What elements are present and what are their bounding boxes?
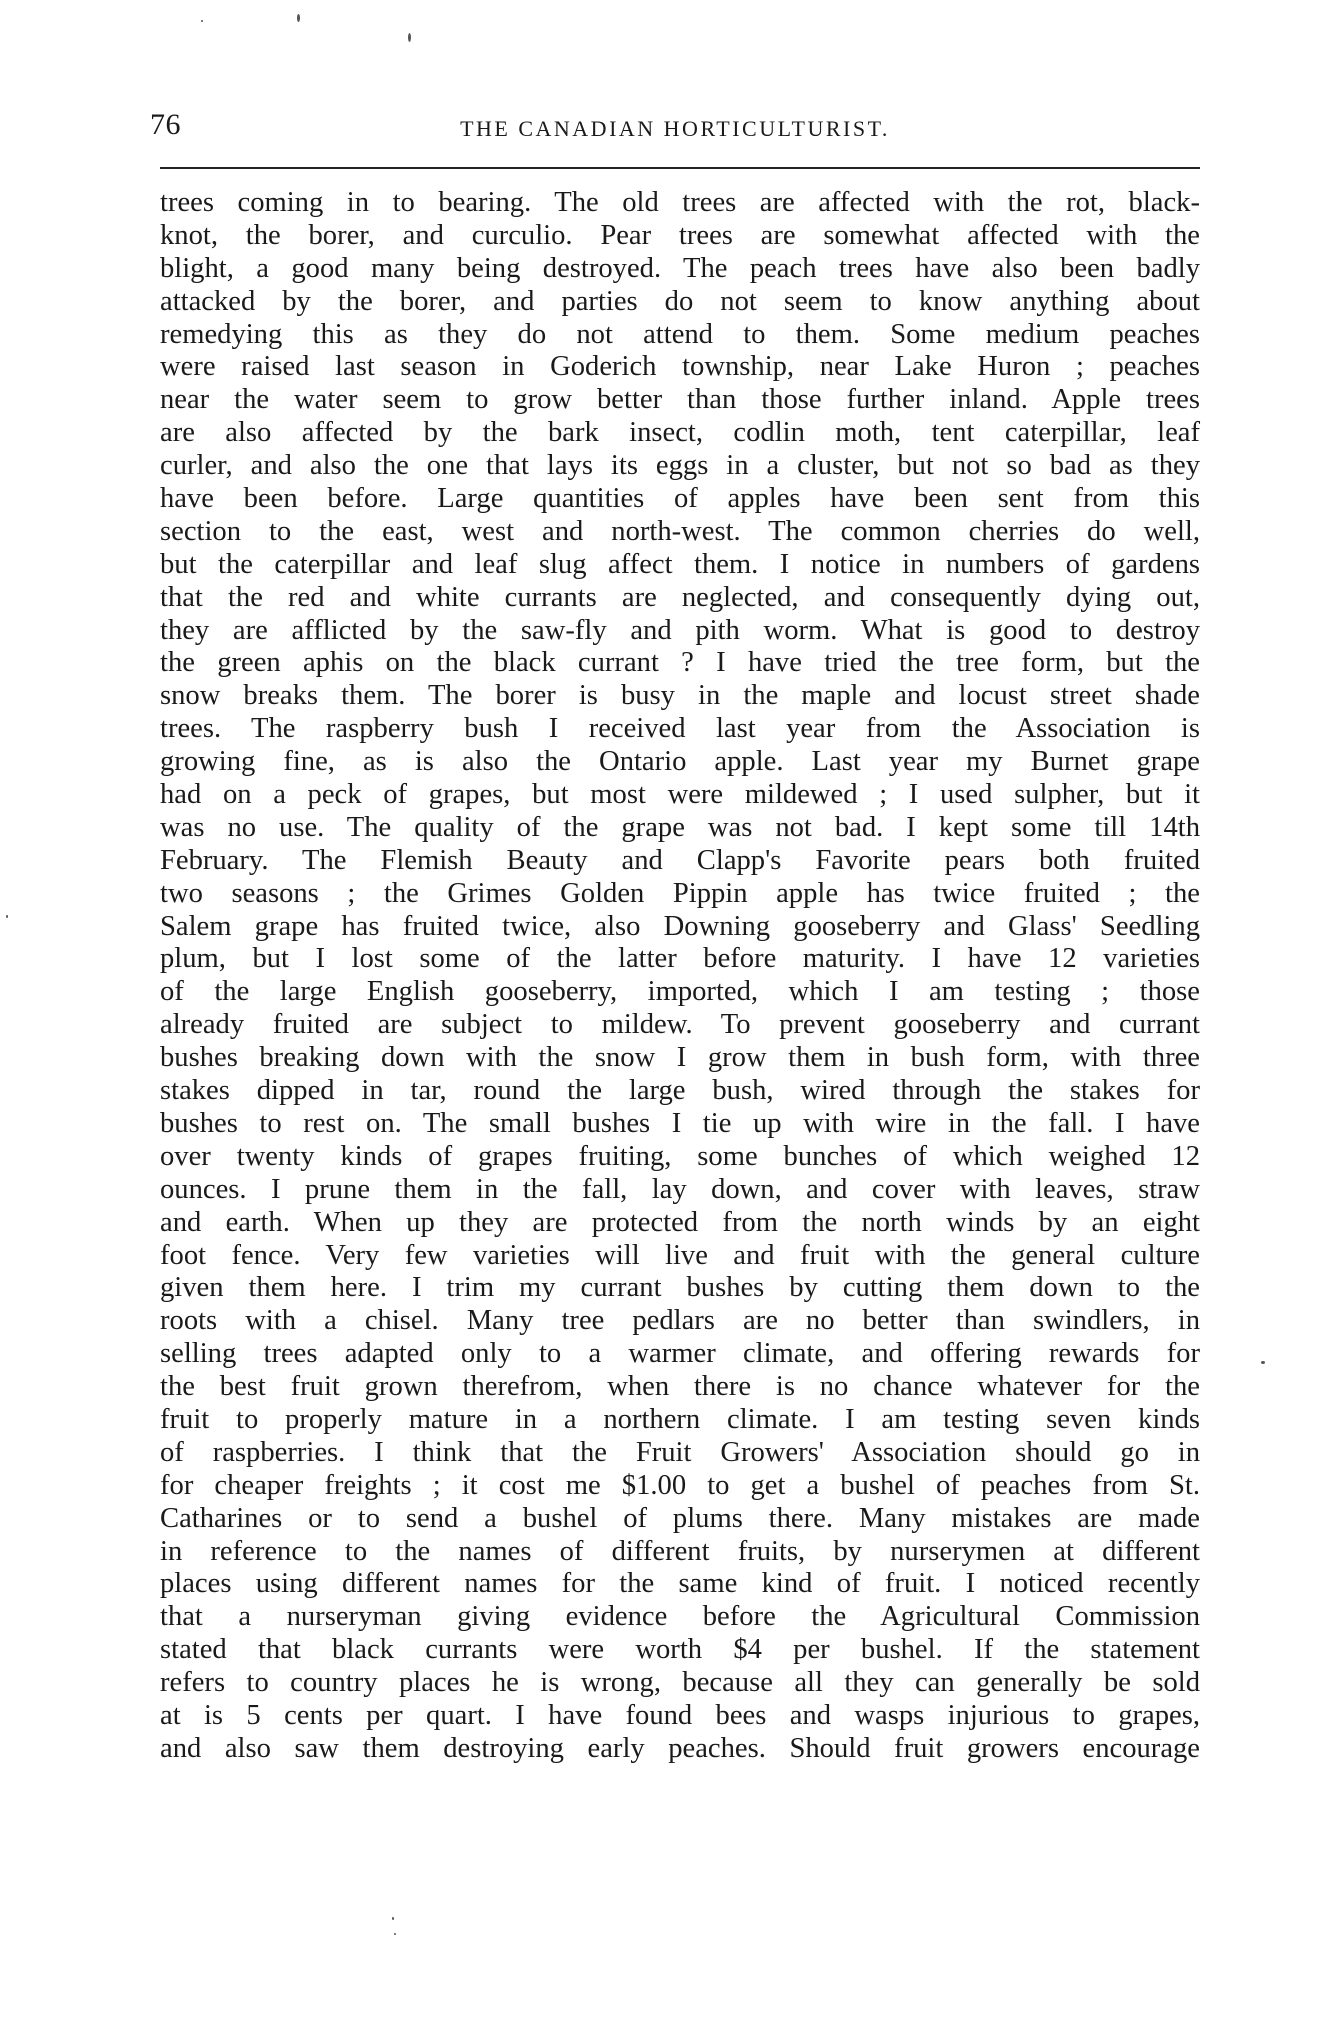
text-line: stated that black currants were worth $4 per bushel. If the statement bbox=[160, 1634, 1200, 1666]
text-line: trees. The raspberry bush I received last year from the Association is bbox=[160, 713, 1200, 745]
scan-speck bbox=[408, 33, 411, 42]
header-rule bbox=[160, 167, 1200, 169]
text-line: given them here. I trim my currant bushes by cutting them down to the bbox=[160, 1272, 1200, 1304]
text-line: bushes to rest on. The small bushes I tie up with wire in the fall. I have bbox=[160, 1107, 1200, 1139]
text-line: stakes dipped in tar, round the large bush, wired through the stakes for bbox=[160, 1075, 1200, 1107]
text-line: selling trees adapted only to a warmer climate, and offering rewards for bbox=[160, 1338, 1200, 1370]
text-line: remedying this as they do not attend to them. Some medium peaches bbox=[160, 318, 1200, 350]
text-line: the best fruit grown therefrom, when there is no chance whatever for the bbox=[160, 1371, 1200, 1403]
text-line: for cheaper freights ; it cost me $1.00 to get a bushel of peaches from St. bbox=[160, 1469, 1200, 1501]
text-line: refers to country places he is wrong, because all they can generally be sold bbox=[160, 1667, 1200, 1699]
text-line: had on a peck of grapes, but most were mildewed ; I used sulpher, but it bbox=[160, 779, 1200, 811]
text-line: roots with a chisel. Many tree pedlars are no better than swindlers, in bbox=[160, 1305, 1200, 1337]
text-line: bushes breaking down with the snow I grow them in bush form, with three bbox=[160, 1042, 1200, 1074]
text-line: that a nurseryman giving evidence before the Agricultural Commission bbox=[160, 1601, 1200, 1633]
text-line: in reference to the names of different fruits, by nurserymen at different bbox=[160, 1535, 1200, 1567]
text-line: already fruited are subject to mildew. To prevent gooseberry and currant bbox=[160, 1009, 1200, 1041]
text-line: February. The Flemish Beauty and Clapp's Favorite pears both fruited bbox=[160, 844, 1200, 876]
text-line: at is 5 cents per quart. I have found bees and wasps injurious to grapes, bbox=[160, 1699, 1200, 1731]
text-line: attacked by the borer, and parties do not seem to know anything about bbox=[160, 285, 1200, 317]
text-line: that the red and white currants are neglected, and consequently dying out, bbox=[160, 581, 1200, 613]
text-line: were raised last season in Goderich township, near Lake Huron ; peaches bbox=[160, 351, 1200, 383]
text-line: have been before. Large quantities of apples have been sent from this bbox=[160, 483, 1200, 515]
text-line: plum, but I lost some of the latter before maturity. I have 12 varieties bbox=[160, 943, 1200, 975]
text-line: Catharines or to send a bushel of plums there. Many mistakes are made bbox=[160, 1502, 1200, 1534]
running-title: THE CANADIAN HORTICULTURIST. bbox=[460, 116, 890, 141]
text-line: foot fence. Very few varieties will live and fruit with the general culture bbox=[160, 1239, 1200, 1271]
text-line: trees coming in to bearing. The old trees are affected with the rot, black- bbox=[160, 187, 1200, 218]
scan-speck bbox=[394, 1933, 396, 1935]
text-line: Salem grape has fruited twice, also Downing gooseberry and Glass' Seedling bbox=[160, 910, 1200, 942]
text-line: blight, a good many being destroyed. The peach trees have also been badly bbox=[160, 252, 1200, 284]
text-line: of the large English gooseberry, imported, which I am testing ; those bbox=[160, 976, 1200, 1008]
scan-speck bbox=[392, 1917, 394, 1920]
scan-speck bbox=[297, 14, 300, 22]
text-line: and earth. When up they are protected from the north winds by an eight bbox=[160, 1206, 1200, 1238]
text-line: they are afflicted by the saw-fly and pith worm. What is good to destroy bbox=[160, 614, 1200, 646]
text-line: knot, the borer, and curculio. Pear trees are somewhat affected with the bbox=[160, 219, 1200, 251]
text-line: was no use. The quality of the grape was not bad. I kept some till 14th bbox=[160, 811, 1200, 843]
text-line: snow breaks them. The borer is busy in the maple and locust street shade bbox=[160, 680, 1200, 712]
text-line: of raspberries. I think that the Fruit Growers' Association should go in bbox=[160, 1436, 1200, 1468]
text-line: fruit to properly mature in a northern climate. I am testing seven kinds bbox=[160, 1403, 1200, 1435]
text-line: near the water seem to grow better than those further inland. Apple trees bbox=[160, 384, 1200, 416]
text-line: the green aphis on the black currant ? I have tried the tree form, but the bbox=[160, 647, 1200, 679]
scan-speck bbox=[6, 915, 8, 918]
page-header bbox=[150, 108, 1200, 148]
text-line: curler, and also the one that lays its eggs in a cluster, but not so bad as they bbox=[160, 450, 1200, 482]
text-line: ounces. I prune them in the fall, lay down, and cover with leaves, straw bbox=[160, 1173, 1200, 1205]
text-line: growing fine, as is also the Ontario apple. Last year my Burnet grape bbox=[160, 746, 1200, 778]
text-line: but the caterpillar and leaf slug affect them. I notice in numbers of gardens bbox=[160, 548, 1200, 580]
text-line: two seasons ; the Grimes Golden Pippin apple has twice fruited ; the bbox=[160, 877, 1200, 909]
text-line: places using different names for the same kind of fruit. I noticed recently bbox=[160, 1568, 1200, 1600]
page-number: 76 bbox=[150, 108, 181, 141]
scan-speck bbox=[1261, 1361, 1265, 1364]
text-line: over twenty kinds of grapes fruiting, some bunches of which weighed 12 bbox=[160, 1140, 1200, 1172]
body-text bbox=[160, 187, 1200, 1766]
text-line: and also saw them destroying early peaches. Should fruit growers encourage bbox=[160, 1732, 1200, 1764]
text-line: are also affected by the bark insect, codlin moth, tent caterpillar, leaf bbox=[160, 417, 1200, 449]
text-line: section to the east, west and north-west. The common cherries do well, bbox=[160, 515, 1200, 547]
scan-speck bbox=[201, 20, 203, 22]
